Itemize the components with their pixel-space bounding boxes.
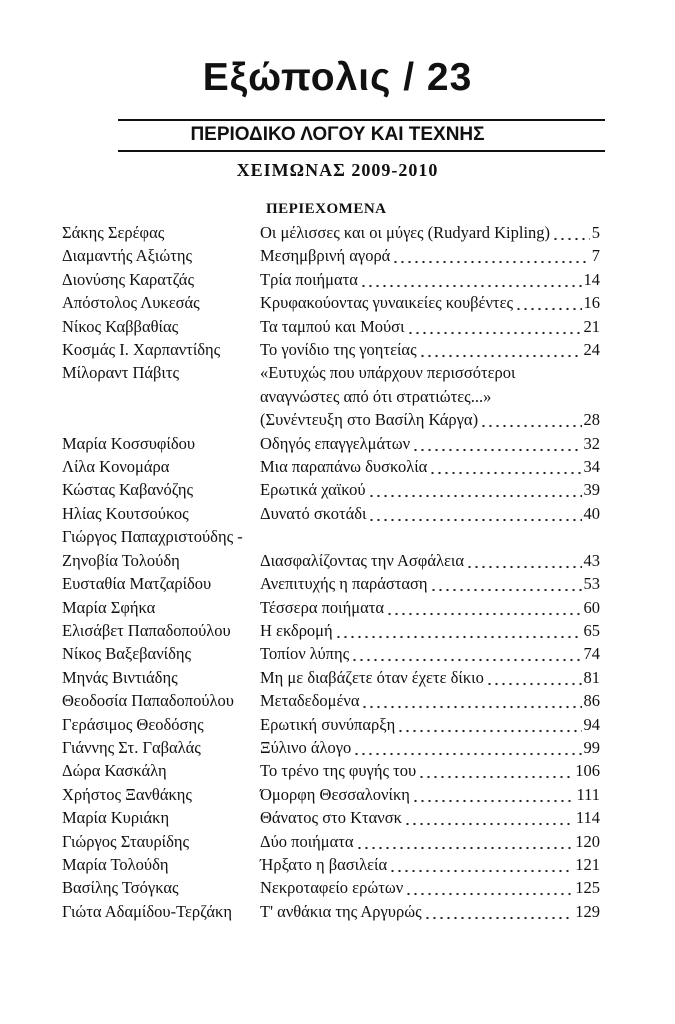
- toc-author: Σάκης Σερέφας: [62, 223, 165, 242]
- toc-author: Χρήστος Ξανθάκης: [62, 784, 192, 804]
- toc-page-number: 81: [583, 667, 600, 687]
- toc-work: [260, 549, 600, 572]
- toc-entry: [62, 572, 602, 595]
- toc-work-title: Δύο ποιήματα: [260, 831, 354, 851]
- toc-page-number: 28: [583, 410, 600, 430]
- toc-author: Ζηνοβία Τολούδη: [62, 550, 180, 570]
- toc-author: Γιώργος Σταυρίδης: [62, 831, 190, 851]
- toc-work-title: Το γονίδιο της γοητείας: [260, 340, 417, 360]
- toc-work: [260, 642, 600, 665]
- toc-entry: [62, 736, 602, 759]
- toc-work: [260, 759, 600, 782]
- toc-work: [260, 853, 600, 876]
- toc-work: [260, 502, 600, 525]
- toc-entry: [62, 876, 602, 899]
- leader-dots: [335, 619, 582, 642]
- toc-page-number: 43: [583, 550, 600, 570]
- toc-page-number: 21: [583, 316, 600, 336]
- toc-page-number: 24: [583, 340, 600, 360]
- toc-work: [260, 361, 600, 431]
- toc-work: [260, 619, 600, 642]
- toc-page-number: 5: [591, 223, 600, 242]
- toc-work-title: Διασφαλίζοντας την Ασφάλεια: [260, 550, 464, 570]
- toc-work-title: Ήρξατο η βασιλεία: [260, 854, 388, 874]
- toc-entry: [62, 525, 602, 548]
- toc-page-number: 74: [583, 644, 600, 664]
- toc-page-number: 86: [583, 691, 600, 711]
- toc-work-title: Τέσσερα ποιήματα: [260, 597, 385, 617]
- toc-page-number: 121: [575, 854, 600, 874]
- toc-work-title: «Ευτυχώς που υπάρχουν περισσότεροι: [260, 363, 516, 383]
- magazine-subtitle: ΠΕΡΙΟΔΙΚΟ ΛΟΓΟΥ ΚΑΙ ΤΕΧΝΗΣ: [190, 124, 485, 145]
- toc-work-title: Ερωτική συνύπαρξη: [260, 714, 396, 734]
- toc-work-title: αναγνώστες από ότι στρατιώτες...»: [260, 386, 492, 406]
- toc-work-title: Μεταδεδομένα: [260, 691, 360, 711]
- toc-page-number: 16: [583, 293, 600, 313]
- toc-work-title: Δυνατό σκοτάδι: [260, 503, 367, 523]
- leader-dots: [419, 338, 582, 361]
- leader-dots: [412, 432, 581, 455]
- toc-work: [260, 315, 600, 338]
- leader-dots: [430, 572, 582, 595]
- toc-page-number: 40: [583, 503, 600, 523]
- toc-entry: [62, 338, 602, 361]
- toc-entry: [62, 244, 602, 267]
- toc-page-number: 94: [583, 714, 600, 734]
- toc-work-title: Νεκροταφείο ερώτων: [260, 878, 404, 898]
- toc-work-title: Τοπίον λύπης: [260, 644, 350, 664]
- toc-page-number: 60: [583, 597, 600, 617]
- toc-entry: [62, 900, 602, 923]
- toc-entry: [62, 268, 602, 291]
- table-of-contents: [62, 221, 602, 923]
- toc-entry: [62, 830, 602, 853]
- issue-season: ΧΕΙΜΩΝΑΣ 2009-2010: [236, 160, 439, 180]
- toc-work: [260, 268, 600, 291]
- toc-page-number: 32: [583, 433, 600, 453]
- leader-dots: [360, 268, 582, 291]
- toc-work-title: Τα ταμπού και Μούσι: [260, 316, 405, 336]
- toc-author: Γεράσιμος Θεοδόσης: [62, 714, 204, 734]
- toc-work: [260, 689, 600, 712]
- toc-work: [260, 244, 600, 267]
- toc-entry: [62, 455, 602, 478]
- leader-dots: [405, 876, 573, 899]
- toc-author: Κώστας Καβανόζης: [62, 480, 194, 500]
- toc-work-title: Μια παραπάνω δυσκολία: [260, 457, 428, 477]
- toc-work-title: Ερωτικά χαϊκού: [260, 480, 366, 500]
- toc-entry: [62, 549, 602, 572]
- toc-entry: [62, 619, 602, 642]
- toc-author: Ευσταθία Ματζαρίδου: [62, 574, 212, 594]
- toc-page-number: 34: [583, 457, 600, 477]
- toc-author: Μαρία Τολούδη: [62, 854, 169, 874]
- toc-author: Απόστολος Λυκεσάς: [62, 293, 200, 313]
- magazine-title: Εξώπολις / 23: [202, 56, 473, 99]
- leader-dots: [392, 244, 589, 267]
- toc-author: Λίλα Κονομάρα: [62, 457, 170, 477]
- toc-work-title: Τ' ανθάκια της Αργυρώς: [260, 901, 422, 921]
- toc-entry: [62, 221, 602, 244]
- toc-work: [260, 572, 600, 595]
- leader-dots: [353, 736, 581, 759]
- leader-dots: [351, 642, 581, 665]
- leader-dots: [389, 853, 573, 876]
- leader-dots: [407, 315, 582, 338]
- top-rule: [118, 119, 605, 121]
- toc-work-title: Το τρένο της φυγής του: [260, 761, 417, 781]
- toc-author: Μαρία Κοσσυφίδου: [62, 433, 196, 453]
- toc-work-title: Κρυφακούοντας γυναικείες κουβέντες: [260, 293, 514, 313]
- toc-entry: [62, 291, 602, 314]
- toc-work-title: Ανεπιτυχής η παράσταση: [260, 574, 428, 594]
- toc-page-number: 106: [575, 761, 600, 781]
- toc-work: [260, 478, 600, 501]
- toc-work: [260, 783, 600, 806]
- toc-work: [260, 666, 600, 689]
- toc-page-number: 65: [583, 620, 600, 640]
- toc-page-number: 111: [576, 784, 600, 804]
- toc-author: Μίλοραντ Πάβιτς: [62, 363, 180, 383]
- toc-work-title: Μη με διαβάζετε όταν έχετε δίκιο: [260, 667, 484, 687]
- leader-dots: [515, 291, 581, 314]
- toc-author: Ηλίας Κουτσούκος: [62, 503, 189, 523]
- toc-entry: [62, 502, 602, 525]
- toc-entry: [62, 759, 602, 782]
- toc-work-title: Μεσημβρινή αγορά: [260, 246, 391, 266]
- leader-dots: [368, 502, 581, 525]
- toc-work-title: Οδηγός επαγγελμάτων: [260, 433, 411, 453]
- toc-work: [260, 291, 600, 314]
- toc-author: Γιώργος Παπαχριστούδης -: [62, 527, 243, 547]
- toc-work: [260, 713, 600, 736]
- toc-page-number: 99: [583, 737, 600, 757]
- toc-work-title: Τρία ποιήματα: [260, 269, 358, 289]
- toc-work: [260, 736, 600, 759]
- leader-dots: [404, 806, 574, 829]
- toc-entry: [62, 713, 602, 736]
- toc-author: Βασίλης Τσόγκας: [62, 878, 179, 898]
- toc-work: [260, 876, 600, 899]
- toc-author: Θεοδοσία Παπαδοπούλου: [62, 691, 234, 711]
- toc-work: [260, 525, 600, 548]
- toc-work-title: (Συνέντευξη στο Βασίλη Κάργα): [260, 410, 479, 430]
- toc-page-number: 114: [575, 808, 600, 828]
- toc-entry: [62, 478, 602, 501]
- toc-work: [260, 596, 600, 619]
- toc-entry: [62, 666, 602, 689]
- toc-author: Νίκος Καββαθίας: [62, 316, 179, 336]
- toc-author: Μαρία Σφήκα: [62, 597, 156, 617]
- toc-work: [260, 806, 600, 829]
- leader-dots: [552, 221, 590, 244]
- toc-work-title: Όμορφη Θεσσαλονίκη: [260, 784, 410, 804]
- toc-author: Νίκος Βαξεβανίδης: [62, 644, 192, 664]
- toc-author: Κοσμάς Ι. Χαρπαντίδης: [62, 340, 221, 360]
- leader-dots: [486, 666, 582, 689]
- toc-work-title: Οι μέλισσες και οι μύγες (Rudyard Kipling): [260, 223, 551, 242]
- toc-author: Διονύσης Καρατζάς: [62, 269, 194, 289]
- toc-entry: [62, 432, 602, 455]
- leader-dots: [361, 689, 581, 712]
- leader-dots: [412, 783, 575, 806]
- toc-work: [260, 455, 600, 478]
- toc-author: Ελισάβετ Παπαδοπούλου: [62, 620, 231, 640]
- leader-dots: [397, 713, 581, 736]
- toc-work-title: Η εκδρομή: [260, 620, 333, 640]
- toc-work: [260, 432, 600, 455]
- toc-entry: [62, 596, 602, 619]
- leader-dots: [480, 408, 581, 431]
- toc-author: Μαρία Κυριάκη: [62, 808, 170, 828]
- leader-dots: [368, 478, 582, 501]
- toc-entry: [62, 361, 602, 431]
- toc-author: Γιάννης Στ. Γαβαλάς: [62, 737, 201, 757]
- toc-entry: [62, 853, 602, 876]
- toc-entry: [62, 642, 602, 665]
- toc-work-title: Ξύλινο άλογο: [260, 737, 352, 757]
- toc-page-number: 120: [575, 831, 600, 851]
- toc-entry: [62, 806, 602, 829]
- toc-author: Μηνάς Βιντιάδης: [62, 667, 178, 687]
- leader-dots: [356, 830, 574, 853]
- toc-entry: [62, 783, 602, 806]
- leader-dots: [418, 759, 573, 782]
- contents-heading: ΠΕΡΙΕΧΟΜΕΝΑ: [266, 201, 387, 217]
- toc-page-number: 53: [583, 574, 600, 594]
- toc-work: [260, 221, 600, 244]
- toc-work: [260, 338, 600, 361]
- toc-page-number: 129: [575, 901, 600, 921]
- leader-dots: [429, 455, 581, 478]
- toc-entry: [62, 689, 602, 712]
- toc-page-number: 39: [583, 480, 600, 500]
- toc-page-number: 7: [591, 246, 600, 266]
- toc-page-number: 125: [575, 878, 600, 898]
- leader-dots: [386, 596, 581, 619]
- leader-dots: [466, 549, 582, 572]
- toc-entry: [62, 315, 602, 338]
- toc-work: [260, 900, 600, 923]
- toc-page-number: 14: [583, 269, 600, 289]
- toc-author: Γιώτα Αδαμίδου-Τερζάκη: [62, 901, 232, 921]
- toc-work-title: Θάνατος στο Κτανσκ: [260, 808, 402, 828]
- leader-dots: [424, 900, 574, 923]
- toc-author: Διαμαντής Αξιώτης: [62, 246, 193, 266]
- bottom-rule: [118, 150, 605, 152]
- toc-work: [260, 830, 600, 853]
- toc-author: Δώρα Κασκάλη: [62, 761, 167, 781]
